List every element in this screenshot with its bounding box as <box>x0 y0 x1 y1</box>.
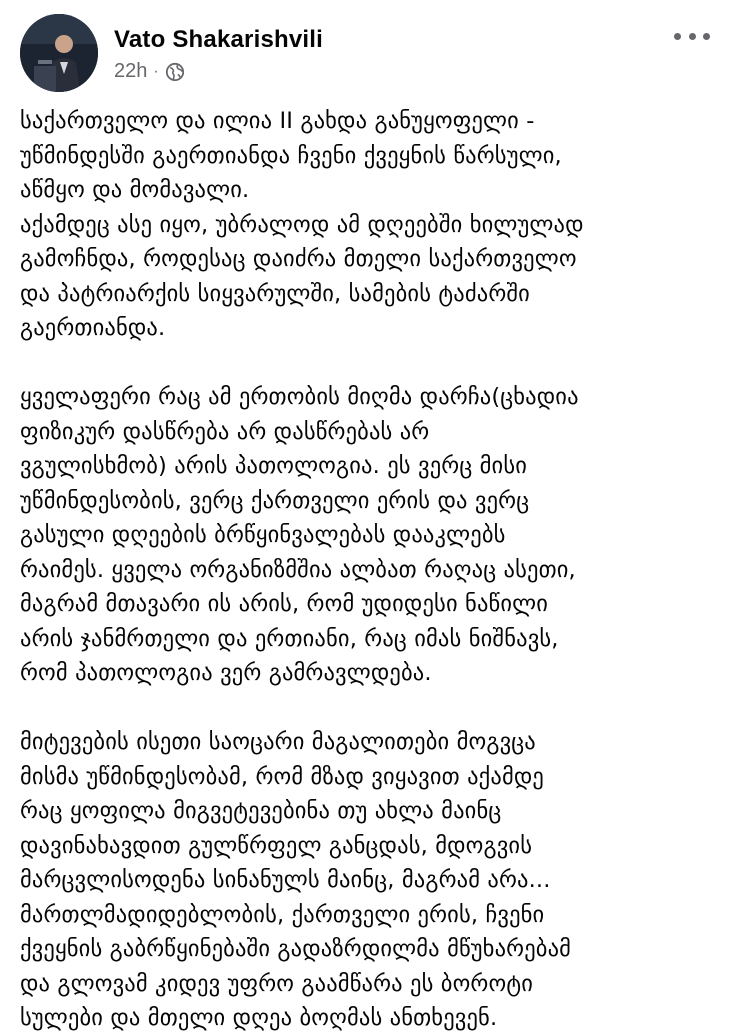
post-body <box>20 104 720 1036</box>
post-paragraph <box>20 380 720 691</box>
post-text-line: სულები და მთელი დღეა ბოღმას ანთხევენ. <box>20 1005 498 1031</box>
post-paragraph <box>20 104 720 346</box>
post-text-line: და გლოვამ კიდევ უფრო გაამწარა ეს ბოროტი <box>20 970 533 997</box>
more-horizontal-icon <box>689 33 696 40</box>
post-text-line: რაიმეს. ყველა ორგანიზმშია ალბათ რაღაც ასეთი, <box>20 556 576 583</box>
post-timestamp[interactable]: 22h <box>114 60 148 82</box>
post-text-line: ქვეყნის გაბრწყინებაში გადაზრდილმა მწუხარებამ <box>20 936 572 962</box>
post-text-line: მიტევების ისეთი საოცარი მაგალითები მოგვცა <box>20 729 536 755</box>
post-text-line: საქართველო და ილია II გახდა განუყოფელი - <box>20 108 535 134</box>
post-text-line: ვგულისხმობ) არის პათოლოგია. ეს ვერც მისი <box>20 453 528 479</box>
post-header <box>20 14 714 94</box>
more-horizontal-icon <box>703 33 710 40</box>
post-meta <box>114 60 185 83</box>
post-text-line: მისმა უწმინდესობამ, რომ მზად ვიყავით აქამდე <box>20 763 544 790</box>
post-text-line: ყველაფერი რაც ამ ერთობის მიღმა დარჩა(ცხადია <box>20 384 579 410</box>
post-text-line: რომ პათოლოგია ვერ გამრავლდება. <box>20 660 432 686</box>
more-options-button[interactable] <box>674 26 710 46</box>
post-text-line: აწმყო და მომავალი. <box>20 177 250 203</box>
post-paragraph <box>20 725 720 1036</box>
more-horizontal-icon <box>674 33 681 40</box>
post-text-line: გამოჩნდა, როდესაც დაიძრა მთელი საქართველო <box>20 246 577 272</box>
globe-icon[interactable] <box>165 62 185 82</box>
post-text-line: და პატრიარქის სიყვარულში, სამების ტაძარში <box>20 280 530 307</box>
post-text-line: რაც ყოფილა მიგვეტევებინა თუ ახლა მაინც <box>20 798 502 824</box>
post-text-line: მარცვლისოდენა სინანულს მაინც, მაგრამ არა... <box>20 867 551 893</box>
post-text-line: გასული დღეების ბრწყინვალებას დააკლებს <box>20 522 506 548</box>
post-text-line: გაერთიანდა. <box>20 315 166 341</box>
post-text-line: უწმინდესში გაერთიანდა ჩვენი ქვეყნის წარსული, <box>20 142 562 169</box>
avatar[interactable] <box>20 14 98 92</box>
avatar-photo <box>20 14 98 92</box>
post-text-line: ფიზიკურ დასწრება არ დასწრებას არ <box>20 418 430 445</box>
post-text-line: მაგრამ მთავარი ის არის, რომ უდიდესი ნაწილი <box>20 591 549 617</box>
post-text-line: არის ჯანმრთელი და ერთიანი, რაც იმას ნიშნავს, <box>20 625 559 652</box>
author-name[interactable]: Vato Shakarishvili <box>114 26 324 53</box>
post-text-line: მართლმადიდებლობის, ქართველი ერის, ჩვენი <box>20 901 545 928</box>
meta-separator: · <box>153 62 159 80</box>
post-text-line: უწმინდესობის, ვერც ქართველი ერის და ვერც <box>20 487 530 514</box>
post-text-line: დავინახავდით გულწრფელ განცდას, მდოგვის <box>20 832 533 859</box>
post-text-line: აქამდეც ასე იყო, უბრალოდ ამ დღეებში ხილულად <box>20 211 584 238</box>
